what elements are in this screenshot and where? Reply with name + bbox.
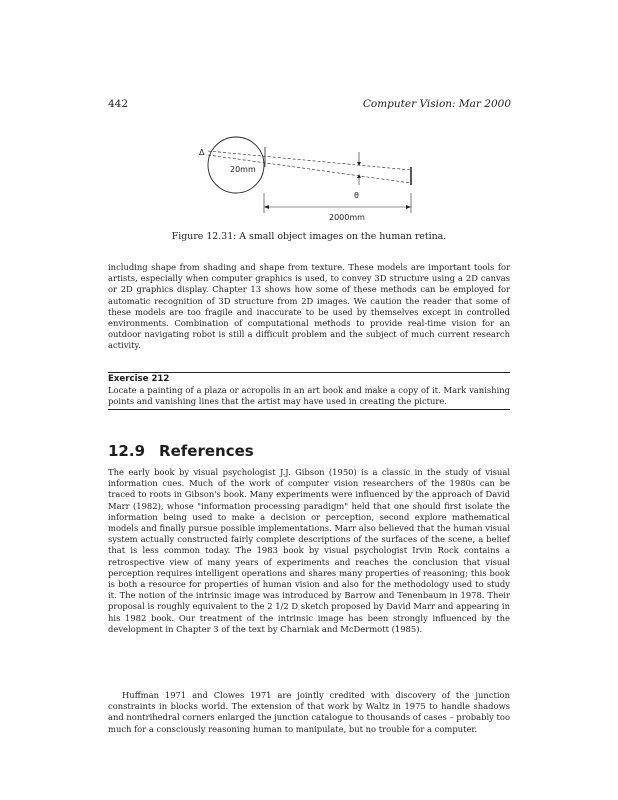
dim-arrowhead-left xyxy=(264,205,269,209)
theta-arrowhead-bottom xyxy=(357,174,361,178)
eye-distance-label: 20mm xyxy=(230,165,256,174)
page-number: 442 xyxy=(108,98,129,110)
references-paragraph-2: Huffman 1971 and Clowes 1971 are jointly credited with discovery of the junction constraints in blocks world. The extension of that work by Waltz in 1975 to handle shadows and nontrihedral corners enlarged the junction catalogue to thousands of cases – probably too much for a consciously reasoning human to manipulate, but no trouble for a computer. xyxy=(108,690,510,734)
dim-arrowhead-right xyxy=(406,205,411,209)
running-head: Computer Vision: Mar 2000 xyxy=(362,98,511,110)
section-number: 12.9 xyxy=(108,442,146,460)
object-distance-label: 2000mm xyxy=(329,213,365,222)
exercise-title: Exercise 212 xyxy=(108,374,170,384)
eye-diagram xyxy=(196,135,432,227)
eye-diagram-figure xyxy=(196,135,432,227)
section-title: References xyxy=(159,442,254,460)
section-heading xyxy=(108,442,254,460)
delta-label: Δ xyxy=(199,148,205,157)
references-paragraph-1: The early book by visual psychologist J.J. Gibson (1950) is a classic in the study of visual information cues. Much of the work of computer vision researchers of the 1980s can be traced to roots in Gibson's book. Many experiments were influenced by the approach of David Marr (1982), whose "information processing paradigm" held that one should first isolate the information being used to make a decision or perception, second explore mathematical models and finally pursue possible implementations. Marr also believed that the human visual system actually constructed fairly complete descriptions of the surfaces of the scene, a belief that is less common today. The 1983 book by visual psychologist Irvin Rock contains a retrospective view of many years of experiments and reaches the conclusion that visual perception requires intelligent operations and shares many properties of reasoning; this book is both a resource for properties of human vision and also for the methodology used to study it. The notion of the intrinsic image was introduced by Barrow and Tenenbaum in 1978. Their proposal is roughly equivalent to the 2 1/2 D sketch proposed by David Marr and appearing in his 1982 book. Our treatment of the intrinsic image has been strongly influenced by the development in Chapter 3 of the text by Charniak and McDermott (1985). xyxy=(108,467,510,634)
figure-caption: Figure 12.31: A small object images on the human retina. xyxy=(171,231,447,242)
exercise-text: Locate a painting of a plaza or acropolis in an art book and make a copy of it. Mark vanishing points and vanishing lines that the artist may have used in creating the picture. xyxy=(108,385,510,407)
theta-arrowhead-top xyxy=(357,162,361,166)
body-paragraph-1: including shape from shading and shape from texture. These models are important tools for artists, especially when computer graphics is used, to convey 3D structure using a 2D canvas or 2D graphics display. Chapter 13 shows how some of these methods can be employed for automatic recognition of 3D structure from 2D images. We caution the reader that some of these models are too fragile and inaccurate to be used by themselves except in controlled environments. Combination of computational methods to provide real-time vision for an outdoor navigating robot is still a difficult problem and the subject of much current research activity. xyxy=(108,262,510,351)
exercise-box xyxy=(108,372,510,410)
theta-label: θ xyxy=(354,191,359,200)
